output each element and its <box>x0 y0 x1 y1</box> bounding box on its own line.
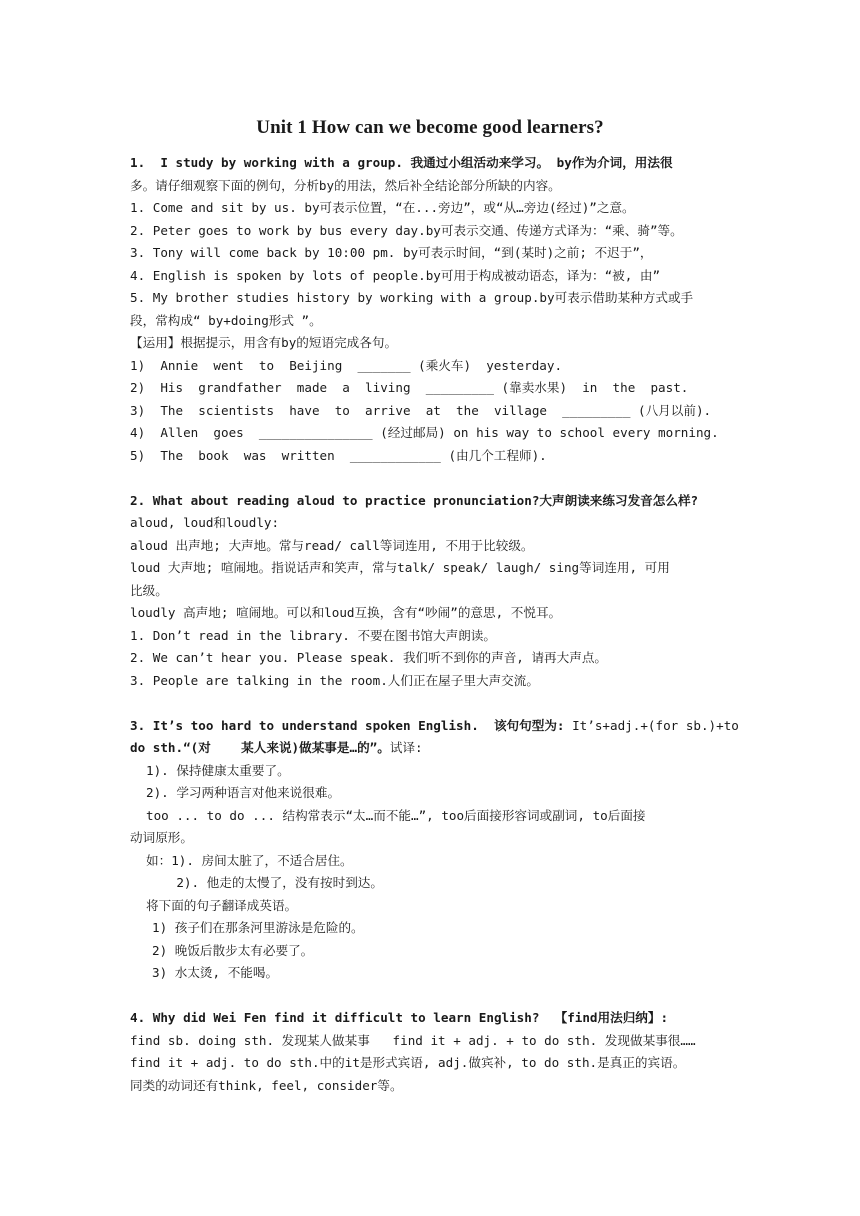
exercise-item: 2). 学习两种语言对他来说很难。 <box>146 785 341 800</box>
text-line: 将下面的句子翻译成英语。 <box>146 897 298 913</box>
text-line: 同类的动词还有think, feel, consider等。 <box>130 1077 403 1093</box>
text-line: 3. Tony will come back by 10:00 pm. by可表示时间，“到(某时)之前; 不迟于”， <box>130 245 653 260</box>
text-line: 多。请仔细观察下面的例句，分析by的用法，然后补全结论部分所缺的内容。 <box>130 177 561 193</box>
section-3-heading-bold-2: do sth.“(对 某人来说)做某事是…的”。 <box>130 740 390 755</box>
text-line: 动词原形。 <box>130 830 193 845</box>
example-item: 2). 他走的太慢了，没有按时到达。 <box>146 875 383 890</box>
text-line: 2. We can’t hear you. Please speak. 我们听不到你的声音, 请再大声点。 <box>130 650 608 665</box>
text-line: loud 大声地; 喧闹地。指说话声和笑声，常与talk/ speak/ laugh/ sing等词连用, 可用 <box>130 560 670 575</box>
document-body <box>130 152 742 1097</box>
text-line: loudly 高声地; 喧闹地。可以和loud互换，含有“吵闹”的意思, 不悦耳。 <box>130 605 562 620</box>
exercise-item: 2) His grandfather made a living _________ (靠卖水果) in the past. <box>130 380 689 395</box>
example-item: 如：1). 房间太脏了，不适合居住。 <box>146 852 353 868</box>
text-line: 2. Peter goes to work by bus every day.by可表示交通、传递方式译为：“乘、骑”等。 <box>130 222 683 238</box>
section-1-heading: 1. I study by working with a group. 我通过小组活动来学习。 by作为介词，用法很 <box>130 155 673 170</box>
exercise-item: 3) The scientists have to arrive at the village _________ (八月以前). <box>130 402 712 418</box>
exercise-item: 1) 孩子们在那条河里游泳是危险的。 <box>152 920 364 935</box>
exercise-item: 4) Allen goes _______________ (经过邮局) on his way to school every morning. <box>130 425 719 440</box>
section-3-heading-pattern: It’s+adj.+(for sb.)+to <box>564 717 739 733</box>
section-3-prompt: 试译: <box>389 740 423 755</box>
section-3-heading-bold: 3. It’s too hard to understand spoken English. 该句句型为: <box>130 717 565 733</box>
exercise-item: 1). 保持健康太重要了。 <box>146 762 290 778</box>
text-line: 段，常构成“ by+doing形式 ”。 <box>130 312 322 328</box>
exercise-item: 2) 晚饭后散步太有必要了。 <box>152 942 314 958</box>
section-4-heading: 4. Why did Wei Fen find it difficult to learn English? 【find用法归纳】: <box>130 1010 669 1025</box>
exercise-item: 5) The book was written ____________ (由几个工程师). <box>130 447 547 463</box>
text-line: too ... to do ... 结构常表示“太…而不能…”, too后面接形容词或副词, to后面接 <box>146 807 646 823</box>
text-line: 5. My brother studies history by working with a group.by可表示借助某种方式或手 <box>130 290 694 305</box>
section-3-heading <box>130 715 742 738</box>
section-2-heading: 2. What about reading aloud to practice pronunciation?大声朗读来练习发音怎么样? <box>130 492 699 508</box>
page-title: Unit 1 How can we become good learners? <box>256 117 604 138</box>
text-line: find it + adj. to do sth.中的it是形式宾语, adj.做宾补, to do sth.是真正的宾语。 <box>130 1055 686 1070</box>
exercise-item: 1) Annie went to Beijing _______ (乘火车) yesterday. <box>130 357 563 373</box>
text-line: 3. People are talking in the room.人们正在屋子里大声交流。 <box>130 672 539 688</box>
text-line: aloud, loud和loudly: <box>130 515 280 530</box>
section-3-heading-cont <box>130 737 742 760</box>
text-line: 1. Don’t read in the library. 不要在图书馆大声朗读。 <box>130 627 496 643</box>
text-line: 1. Come and sit by us. by可表示位置，“在...旁边”，或“从…旁边(经过)”之意。 <box>130 200 635 215</box>
text-line: 比级。 <box>130 582 168 598</box>
text-line: find sb. doing sth. 发现某人做某事 find it + adj. + to do sth. 发现做某事很…… <box>130 1032 696 1048</box>
exercise-item: 3) 水太烫, 不能喝。 <box>152 965 279 980</box>
text-line: 4. English is spoken by lots of people.by可用于构成被动语态，译为：“被, 由” <box>130 267 661 283</box>
text-line: aloud 出声地; 大声地。常与read/ call等词连用, 不用于比较级。 <box>130 537 534 553</box>
text-line: 【运用】根据提示，用含有by的短语完成各句。 <box>130 335 398 350</box>
